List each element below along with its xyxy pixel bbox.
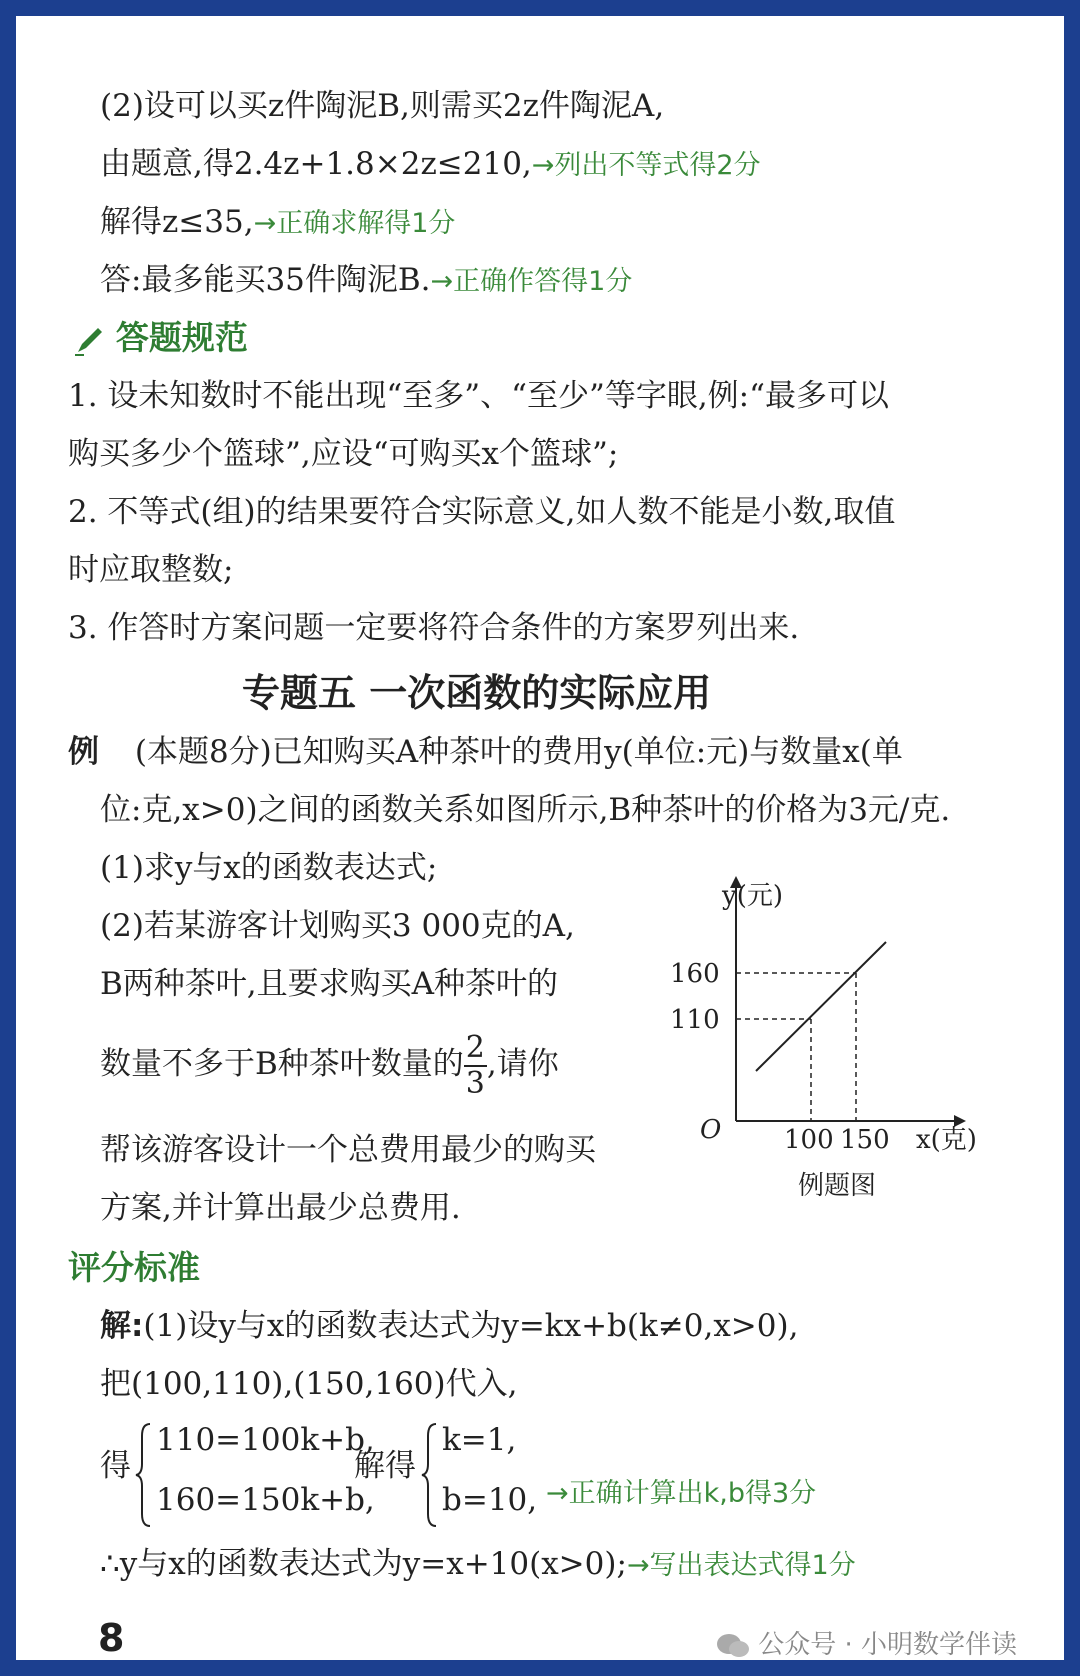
standard-item: 2. 不等式(组)的结果要符合实际意义,如人数不能是小数,取值 — [68, 494, 896, 530]
fraction: $\frac{2}{3}$ — [465, 1029, 485, 1101]
grading-line: ∴y与x的函数表达式为y=x+10(x>0);→写出表达式得1分 — [100, 1546, 856, 1582]
watermark: 公众号 · 小明数学伴读 — [716, 1624, 1017, 1661]
question-2-line: B两种茶叶,且要求购买A种茶叶的 — [100, 966, 559, 1002]
function-line — [756, 942, 886, 1071]
score-note: →写出表达式得1分 — [626, 1550, 856, 1581]
question-1: (1)求y与x的函数表达式; — [100, 850, 438, 886]
solution-line — [100, 260, 632, 302]
solution-line — [100, 144, 761, 186]
score-note: →正确求解得1分 — [253, 208, 456, 239]
example-line: 位:克,x>0)之间的函数关系如图所示,B种茶叶的价格为3元/克. — [100, 792, 951, 828]
standard-item: 3. 作答时方案问题一定要将符合条件的方案罗列出来. — [68, 610, 800, 646]
left-brace — [134, 1420, 154, 1530]
example-line: 例 (本题8分)已知购买A种茶叶的费用y(单位:元)与数量x(单 — [68, 734, 903, 770]
solve-text: 解得z≤35, — [100, 204, 254, 240]
x-tick-100: 100 — [784, 1125, 834, 1155]
solve-label: 解得 — [354, 1448, 416, 1484]
result-k: k=1, — [442, 1422, 517, 1458]
function-graph — [670, 856, 1036, 1216]
equation-de: 得 — [100, 1448, 131, 1484]
standard-item: 购买多少个篮球”,应设“可购买x个篮球”; — [68, 436, 619, 472]
grading-heading: 评分标准 — [68, 1248, 200, 1287]
y-axis-label: y(元) — [722, 881, 783, 911]
standard-item: 时应取整数; — [68, 552, 234, 588]
x-axis-label: x(克) — [916, 1125, 977, 1155]
grading-line: 把(100,110),(150,160)代入, — [100, 1366, 518, 1402]
question-2-line: 帮该游客设计一个总费用最少的购买 — [100, 1132, 596, 1168]
score-note: →列出不等式得2分 — [531, 150, 761, 181]
standard-item: 1. 设未知数时不能出现“至多”、“至少”等字眼,例:“最多可以 — [68, 378, 889, 414]
standard-heading: 答题规范 — [72, 318, 248, 359]
answer-text: 答:最多能买35件陶泥B. — [100, 262, 431, 298]
inequality-text: 由题意,得2.4z+1.8×2z≤210, — [100, 146, 532, 182]
grading-line: 解:(1)设y与x的函数表达式为y=kx+b(k≠0,x>0), — [100, 1308, 799, 1344]
result-b: b=10, — [442, 1482, 538, 1518]
equation-2: 160=150k+b, — [156, 1482, 375, 1518]
right-brace — [420, 1420, 440, 1530]
page-number: 8 — [98, 1616, 125, 1660]
question-2-line: 方案,并计算出最少总费用. — [100, 1190, 461, 1226]
figure-caption: 例题图 — [798, 1171, 877, 1201]
topic-title: 专题五 一次函数的实际应用 — [242, 671, 712, 715]
question-2-line: 数量不多于B种茶叶数量的 $\frac{2}{3}$ ,请你 — [100, 1029, 559, 1101]
y-tick-160: 160 — [670, 959, 720, 989]
score-note: →正确作答得1分 — [430, 266, 633, 297]
origin-label: O — [700, 1115, 722, 1145]
wechat-icon — [716, 1632, 750, 1660]
solution-line — [100, 202, 455, 244]
pencil-icon — [72, 324, 106, 358]
equation-1: 110=100k+b, — [156, 1422, 375, 1458]
document-page — [16, 16, 1064, 1660]
x-tick-150: 150 — [840, 1125, 890, 1155]
question-2-line: (2)若某游客计划购买3 000克的A, — [100, 908, 575, 944]
solution-label: 解: — [100, 1308, 144, 1344]
y-tick-110: 110 — [670, 1005, 720, 1035]
solution-line: (2)设可以买z件陶泥B,则需买2z件陶泥A, — [100, 88, 665, 124]
example-label: 例 — [68, 734, 99, 770]
score-note: →正确计算出k,b得3分 — [546, 1478, 817, 1509]
